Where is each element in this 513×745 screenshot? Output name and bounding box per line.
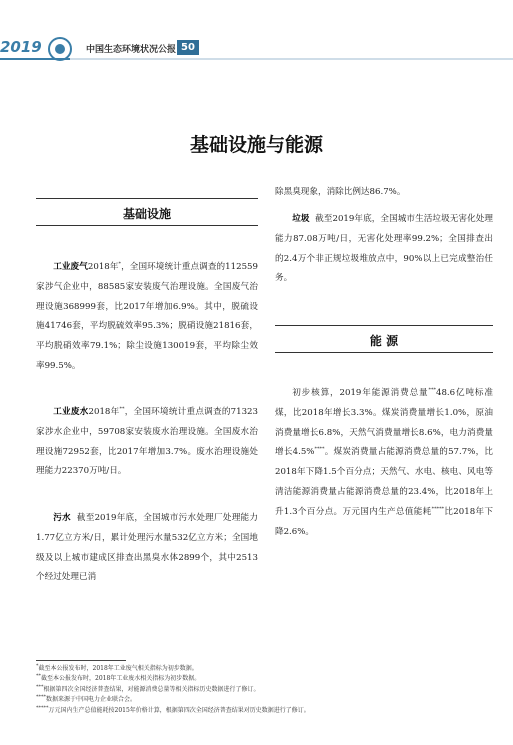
footnote-text: 截至本公报发布时，2018年工业废水相关指标为初步数据。 bbox=[41, 675, 201, 683]
p1-text: ，全国环境统计重点调查的112559家涉气企业中，88585家安装废气治理设施。全国废气治理设施368999套，比2017年增加6.9%。其中，脱硫设施41746套，平均脱硫效率95.3%；脱硝设施21816套，平均脱硝效率79.1%；除尘设施130019套，平均除尘效率99.5%。 bbox=[36, 262, 258, 371]
paragraph-energy bbox=[275, 384, 493, 542]
footnote-text: 万元国内生产总值能耗按2015年价格计算，根据第四次全国经济普查结果对历史数据进行了修订。 bbox=[48, 706, 310, 714]
section-top-rule bbox=[36, 198, 258, 199]
footnote bbox=[36, 674, 486, 684]
header-title: 中国生态环境状况公报 bbox=[86, 45, 177, 55]
page-title: 基础设施与能源 bbox=[189, 134, 323, 156]
section-top-rule bbox=[275, 325, 493, 326]
footnote-mark: **** bbox=[314, 446, 325, 453]
paragraph-garbage bbox=[275, 210, 493, 289]
p2-text: ，全国环境统计重点调查的71323家涉水企业中，59708家安装废水治理设施。全国废水治理设施72952套，比2017年增加3.7%。废水治理设施处理能力22370万吨/日。 bbox=[36, 407, 258, 477]
paragraph-industrial-gas bbox=[36, 258, 258, 377]
p5-text-a: 初步核算，2019年能源消费总量 bbox=[292, 388, 429, 398]
paragraph-sewage bbox=[36, 509, 258, 588]
footnote-mark: *** bbox=[428, 387, 436, 394]
header-divider bbox=[0, 58, 513, 60]
label-sewage: 污水 bbox=[53, 513, 71, 523]
paragraph-sewage-continued: 除黑臭现象，消除比例达86.7%。 bbox=[275, 187, 406, 197]
footnote-mark: ***** bbox=[36, 704, 49, 711]
paragraph-industrial-water bbox=[36, 403, 258, 482]
footnote-mark: **** bbox=[36, 694, 46, 701]
footnote bbox=[36, 664, 486, 674]
footnote-mark: * bbox=[36, 663, 39, 669]
section-bottom-rule bbox=[275, 352, 493, 353]
section-bottom-rule bbox=[36, 225, 258, 226]
page-header bbox=[0, 0, 513, 100]
p4-text: 截至2019年底，全国城市生活垃圾无害化处理能力87.08万吨/日，无害化处理率99.2%；全国排查出的2.4万个非正规垃圾堆放点中，90%以上已完成整治任务。 bbox=[275, 214, 493, 284]
footnote-rule bbox=[36, 660, 126, 661]
p3-text: 截至2019年底，全国城市污水处理厂处理能力1.77亿立方米/日，累计处理污水量532亿立方米；全国地级及以上城市建成区排查出黑臭水体2899个，其中2513个经过处理已消 bbox=[36, 513, 258, 583]
circle-logo-dot-icon bbox=[55, 44, 65, 54]
footnote bbox=[36, 706, 486, 716]
footnote bbox=[36, 685, 486, 695]
footnote-text: 数据来源于中国电力企业联合会。 bbox=[46, 696, 137, 704]
footnote-mark: ***** bbox=[431, 505, 445, 512]
p2-year: 2018年 bbox=[88, 407, 120, 417]
footnote-mark: ** bbox=[119, 406, 125, 413]
label-industrial-water: 工业废水 bbox=[53, 407, 89, 417]
page-number-badge: 50 bbox=[177, 40, 199, 55]
footnote-mark: * bbox=[118, 261, 122, 268]
header-year: 2019 bbox=[0, 38, 42, 56]
label-industrial-gas: 工业废气 bbox=[53, 262, 88, 272]
p5-text-c: 。煤炭消费量占能源消费总量的57.7%，比2018年下降1.5个百分点；天然气、水电、核电、风电等清洁能源消费量占能源消费总量的23.4%，比2018年上升1.3个百分点。万元国内生产总值能耗 bbox=[275, 447, 493, 517]
footnote-mark: ** bbox=[36, 673, 41, 680]
footnote-text: 截至本公报发布时，2018年工业废气相关指标为初步数据。 bbox=[38, 665, 198, 672]
p5-text-d: 比2018年下降2.6%。 bbox=[275, 506, 494, 537]
footnote-text: 根据第四次全国经济普查结果，对能源消费总量等相关指标历史数据进行了修订。 bbox=[43, 685, 260, 693]
footnote bbox=[36, 695, 486, 705]
section-heading-infrastructure: 基础设施 bbox=[122, 207, 171, 221]
footnotes bbox=[36, 664, 486, 716]
section-heading-energy: 能 源 bbox=[369, 334, 399, 348]
label-garbage: 垃圾 bbox=[292, 214, 310, 224]
p5-text-b: 48.6亿吨标准煤，比2018年增长3.3%。煤炭消费量增长1.0%，原油消费量增长6.8%，天然气消费量增长8.6%，电力消费量增长4.5% bbox=[275, 388, 493, 458]
footnote-mark: *** bbox=[36, 683, 44, 690]
p1-year: 2018年 bbox=[87, 262, 119, 272]
